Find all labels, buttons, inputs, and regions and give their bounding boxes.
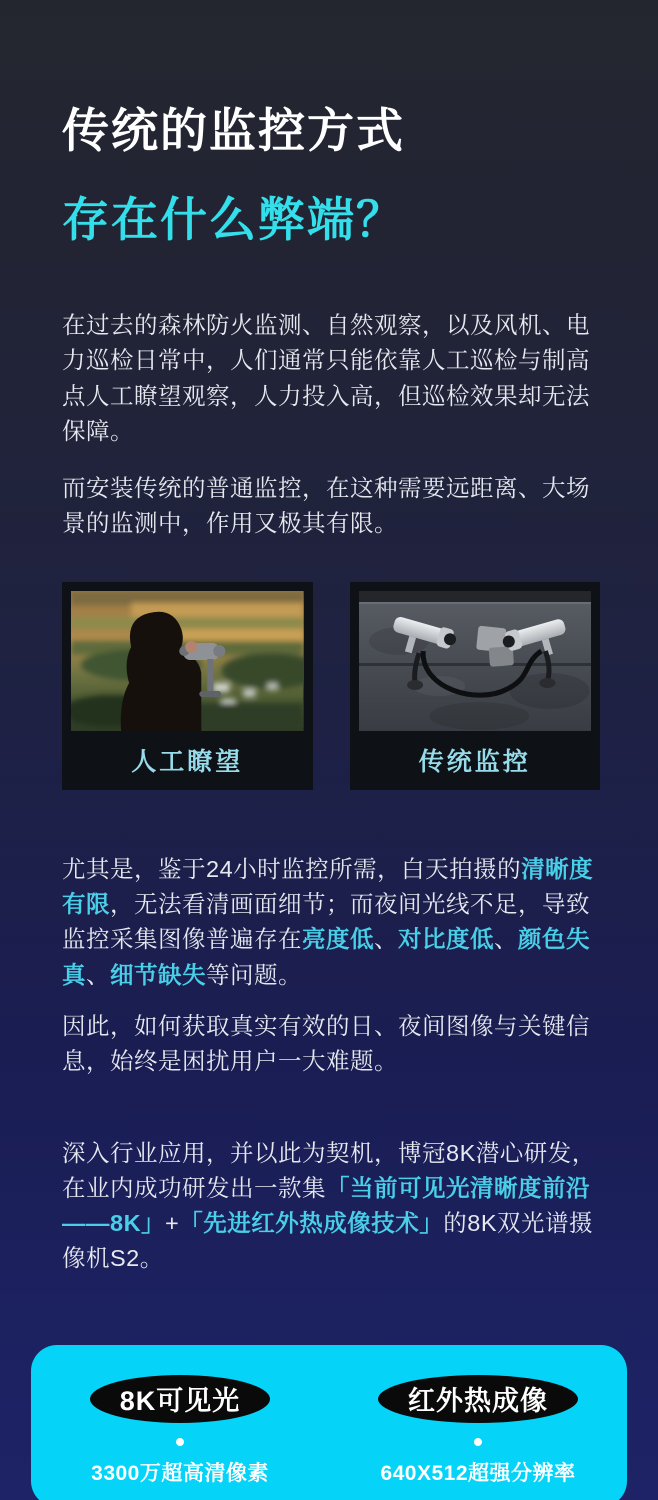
feature-infrared-thermal xyxy=(329,1345,627,1500)
highlight-text: 「当前可见光清晰度前沿——8K」 xyxy=(62,1174,590,1237)
lookout-photo xyxy=(71,591,304,731)
paragraph-traditional-cctv-limits xyxy=(62,471,600,542)
feature-box xyxy=(31,1345,627,1500)
body-text: 、 xyxy=(374,926,398,953)
body-text: 而安装传统的普通监控，在这种需要远距离、大场景的监测中，作用又极其有限。 xyxy=(62,475,590,537)
separator-dot xyxy=(176,1438,184,1446)
body-text: 、 xyxy=(86,961,110,988)
feature-8k-visible-light xyxy=(31,1345,329,1500)
paragraph-image-quality-problems xyxy=(62,852,600,993)
highlight-text: 细节缺失 xyxy=(110,961,206,988)
highlight-text: 对比度低 xyxy=(398,926,494,953)
title-line-2: 存在什么弊端？ xyxy=(62,193,405,246)
title-line-1: 传统的监控方式 xyxy=(62,104,405,157)
card-manual-lookout xyxy=(62,582,313,790)
feature-detail-pixels: 3300万超高清像素 xyxy=(91,1461,269,1485)
body-text: 深入行业应用，并以此为契机，博冠8K潜心研发，在业内成功研发出一款集 xyxy=(62,1139,596,1201)
card-caption: 人工瞭望 xyxy=(131,748,244,777)
paragraph-user-pain-point xyxy=(62,1009,600,1080)
card-caption: 传统监控 xyxy=(418,748,531,777)
feature-detail-resolution: 640X512超强分辨率 xyxy=(380,1461,576,1485)
highlight-text: 清晰度有限 xyxy=(62,855,594,918)
paragraph-product-intro xyxy=(62,1136,600,1277)
body-text: + xyxy=(165,1210,180,1237)
body-text: 在过去的森林防火监测、自然观察，以及风机、电力巡检日常中，人们通常只能依靠人工巡检与制高点人工瞭望观察，人力投入高，但巡检效果却无法保障。 xyxy=(62,312,590,444)
feature-pill-8k: 8K可见光 xyxy=(90,1375,271,1423)
highlight-text: 亮度低 xyxy=(302,926,374,953)
body-text: 尤其是，鉴于24小时监控所需，白天拍摄的 xyxy=(62,855,522,882)
highlight-text: 「先进红外热成像技术」 xyxy=(179,1210,444,1237)
body-text: ，无法看清画面细节；而夜间光线不足，导致监控采集图像普遍存在 xyxy=(62,891,590,953)
feature-pill-infrared: 红外热成像 xyxy=(378,1375,578,1423)
body-text: 等问题。 xyxy=(206,961,302,988)
body-text: 因此，如何获取真实有效的日、夜间图像与关键信息，始终是困扰用户一大难题。 xyxy=(62,1012,590,1075)
separator-dot xyxy=(474,1438,482,1446)
body-text: 的8K双光谱摄像机S2。 xyxy=(62,1210,594,1272)
body-text: 、 xyxy=(494,926,518,953)
page-title xyxy=(62,86,600,264)
highlight-text: 颜色失真 xyxy=(62,926,590,988)
comparison-cards xyxy=(62,582,600,790)
card-traditional-cctv xyxy=(350,582,601,790)
feature-box-wrapper xyxy=(0,1345,658,1500)
paragraph-manual-patrol xyxy=(62,308,600,449)
cctv-photo xyxy=(359,591,592,731)
